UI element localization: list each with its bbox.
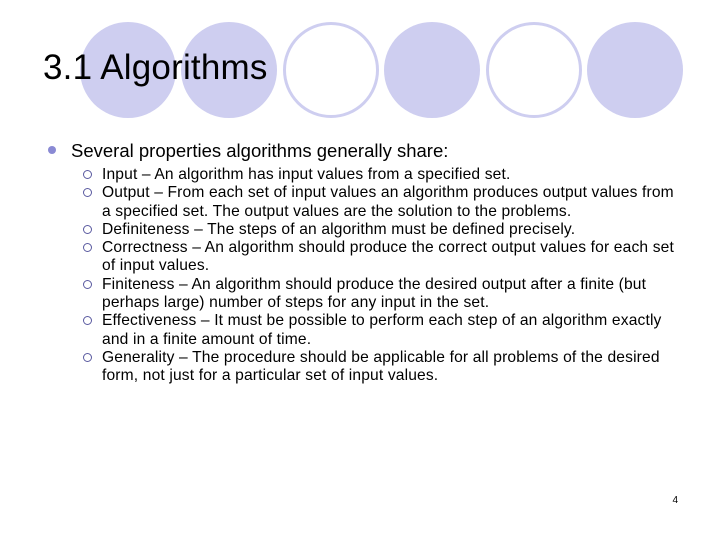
- hollow-circle-bullet-icon: [83, 280, 92, 289]
- decorative-ring: [486, 22, 582, 118]
- property-list: [83, 166, 683, 386]
- decorative-circle: [384, 22, 480, 118]
- property-text: Input – An algorithm has input values from a specified set.: [102, 166, 511, 183]
- page-number: 4: [672, 495, 678, 506]
- hollow-circle-bullet-icon: [83, 188, 92, 197]
- property-text: Effectiveness – It must be possible to perform each step of an algorithm exactly and in a finite amount of time.: [102, 312, 662, 348]
- filled-circle-bullet-icon: [48, 146, 56, 154]
- hollow-circle-bullet-icon: [83, 170, 92, 179]
- property-text: Definiteness – The steps of an algorithm must be defined precisely.: [102, 220, 576, 238]
- property-text: Generality – The procedure should be applicable for all problems of the desired form, not just for a particular set of input values.: [102, 348, 660, 385]
- decorative-ring: [283, 22, 379, 118]
- decorative-circle: [587, 22, 683, 118]
- slide-title: 3.1 Algorithms: [43, 48, 268, 87]
- property-text: Correctness – An algorithm should produce the correct output values for each set of input values.: [102, 239, 674, 275]
- hollow-circle-bullet-icon: [83, 243, 92, 252]
- hollow-circle-bullet-icon: [83, 225, 92, 234]
- property-item-finiteness: [83, 276, 683, 313]
- property-item-effectiveness: [83, 312, 683, 349]
- property-item-correctness: [83, 239, 683, 276]
- main-bullet: [48, 140, 688, 162]
- property-item-generality: [83, 349, 683, 386]
- property-item-input: [83, 166, 683, 184]
- hollow-circle-bullet-icon: [83, 316, 92, 325]
- property-item-output: [83, 184, 683, 221]
- property-text: Finiteness – An algorithm should produce the desired output after a finite (but perhaps large) number of steps for any input in the set.: [102, 275, 647, 312]
- hollow-circle-bullet-icon: [83, 353, 92, 362]
- property-text: Output – From each set of input values an algorithm produces output values from a specified set. The output values are the solution to the problems.: [102, 184, 674, 220]
- main-bullet-text: Several properties algorithms generally share:: [71, 140, 449, 161]
- property-item-definiteness: [83, 221, 683, 239]
